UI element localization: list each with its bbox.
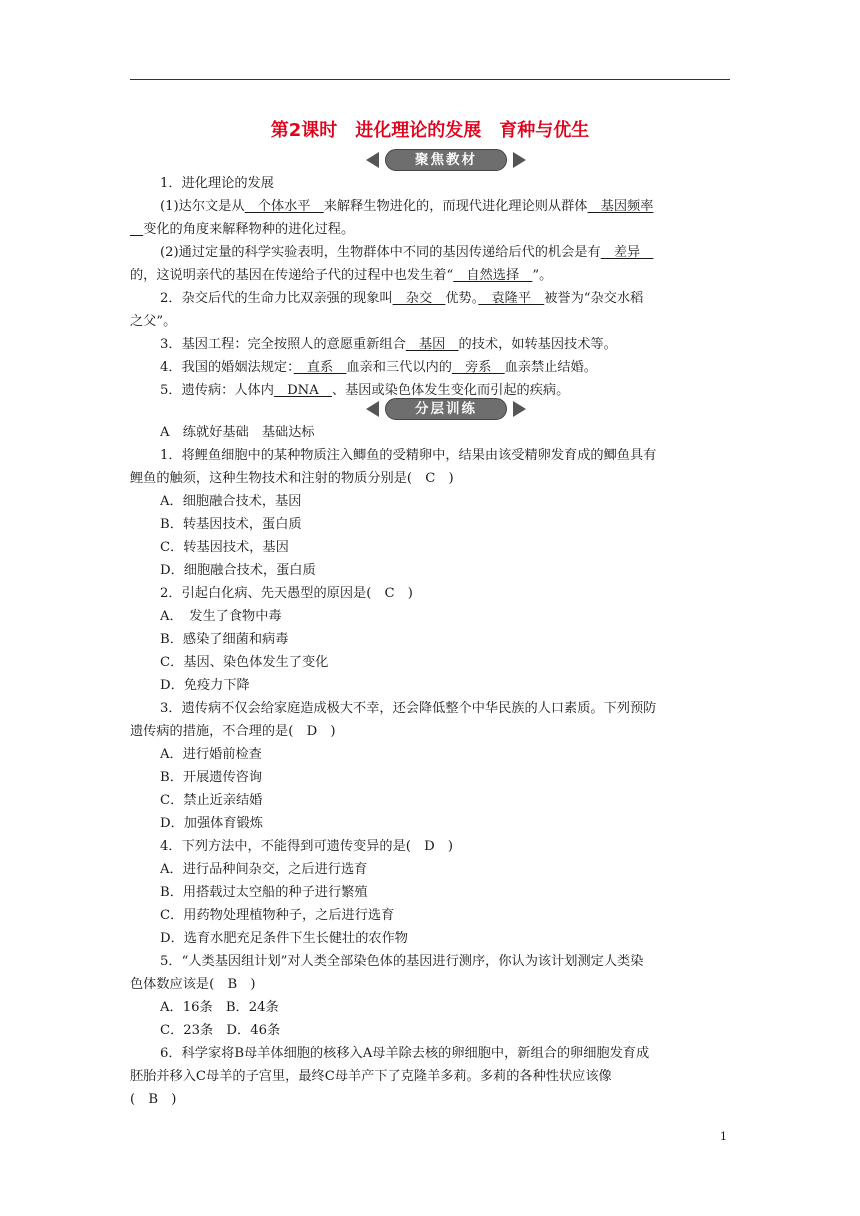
- option: C．转基因技术，基因: [160, 540, 289, 555]
- focus-item-1-1-cont: 变化的角度来解释物种的进化过程。: [143, 222, 355, 237]
- question-3-cont: 遗传病的措施，不合理的是( D ): [130, 724, 336, 739]
- question-1: 1．将鲤鱼细胞中的某种物质注入鲫鱼的受精卵中，结果由该受精卵发育成的鲫鱼具有: [160, 448, 657, 463]
- question-4: 4．下列方法中，不能得到可遗传变异的是( D ): [160, 839, 454, 854]
- question-6: 6．科学家将B母羊体细胞的核移入A母羊除去核的卵细胞中，新组合的卵细胞发育成: [160, 1046, 650, 1061]
- blank-answer: 基因: [405, 337, 459, 352]
- question-1-cont: 鲤鱼的触须，这种生物技术和注射的物质分别是( C ): [130, 471, 454, 486]
- option: D．细胞融合技术，蛋白质: [160, 563, 316, 578]
- section-banner-practice: [366, 398, 526, 420]
- focus-item-1-2-cont: 的，这说明亲代的基因在传递给子代的过程中也发生着“ 自然选择 ”。: [130, 268, 553, 283]
- option: B．感染了细菌和病毒: [160, 632, 289, 647]
- section-banner-focus: [366, 149, 526, 171]
- focus-item-2: 2．杂交后代的生命力比双亲强的现象叫 杂交 优势。 袁隆平 被誉为“杂交水稻: [160, 291, 644, 306]
- left-arrow-icon: [366, 401, 379, 417]
- question-3: 3．遗传病不仅会给家庭造成极大不幸，还会降低整个中华民族的人口素质。下列预防: [160, 701, 657, 716]
- focus-item-4: 4．我国的婚姻法规定： 直系 血亲和三代以内的 旁系 血亲禁止结婚。: [160, 360, 597, 375]
- focus-item-1-2: (2)通过定量的科学实验表明，生物群体中不同的基因传递给后代的机会是有 差异: [160, 245, 654, 260]
- lesson-title: 第2课时 进化理论的发展 育种与优生: [270, 120, 590, 141]
- option: D．免疫力下降: [160, 678, 250, 693]
- blank-answer: DNA: [273, 383, 332, 398]
- header-rule: [130, 79, 730, 80]
- blank-answer: 基因频率: [587, 199, 654, 214]
- option: A．进行品种间杂交，之后进行选育: [160, 862, 368, 877]
- option: A．进行婚前检查: [160, 747, 262, 762]
- page-number: 1: [720, 1130, 727, 1143]
- option: B．用搭载过太空船的种子进行繁殖: [160, 885, 368, 900]
- option: B．开展遗传咨询: [160, 770, 263, 785]
- blank-answer: 旁系: [451, 360, 505, 375]
- section-title-focus: 聚焦教材: [385, 149, 507, 171]
- blank-answer: 个体水平: [244, 199, 324, 214]
- focus-item-3: 3．基因工程：完全按照人的意愿重新组合 基因 的技术，如转基因技术等。: [160, 337, 617, 352]
- focus-item-1: 1．进化理论的发展: [160, 176, 274, 191]
- right-arrow-icon: [513, 401, 526, 417]
- focus-item-1-1: (1)达尔文是从 个体水平 来解释生物进化的，而现代进化理论则从群体 基因频率: [160, 199, 654, 214]
- question-5: 5．“人类基因组计划”对人类全部染色体的基因进行测序，你认为该计划测定人类染: [160, 954, 644, 969]
- focus-item-5: 5．遗传病：人体内 DNA 、基因或染色体发生变化而引起的疾病。: [160, 383, 570, 398]
- option: A．细胞融合技术，基因: [160, 494, 302, 509]
- option: D．选育水肥充足条件下生长健壮的农作物: [160, 931, 408, 946]
- option: C．23条 D．46条: [160, 1023, 281, 1038]
- blank-answer: 袁隆平: [478, 291, 545, 306]
- question-2: 2．引起白化病、先天愚型的原因是( C ): [160, 586, 413, 601]
- question-6-cont: ( B ): [130, 1092, 177, 1107]
- blank-answer: 直系: [293, 360, 347, 375]
- option: C．用药物处理植物种子，之后进行选育: [160, 908, 395, 923]
- blank-answer: 差异: [600, 245, 654, 260]
- option: C．基因、染色体发生了变化: [160, 655, 329, 670]
- focus-item-2-cont: 之父”。: [130, 314, 177, 329]
- question-5-cont: 色体数应该是( B ): [130, 977, 256, 992]
- practice-heading: A 练就好基础 基础达标: [160, 425, 315, 440]
- blank-answer: 自然选择: [453, 268, 533, 283]
- right-arrow-icon: [513, 152, 526, 168]
- left-arrow-icon: [366, 152, 379, 168]
- option: C．禁止近亲结婚: [160, 793, 263, 808]
- blank-answer: 杂交: [392, 291, 446, 306]
- question-6-cont: 胚胎并移入C母羊的子宫里，最终C母羊产下了克隆羊多莉。多莉的各种性状应该像: [130, 1069, 612, 1084]
- section-title-practice: 分层训练: [385, 398, 507, 420]
- option: D．加强体育锻炼: [160, 816, 263, 831]
- option: A． 发生了食物中毒: [160, 609, 282, 624]
- option: A．16条 B．24条: [160, 1000, 279, 1015]
- option: B．转基因技术，蛋白质: [160, 517, 302, 532]
